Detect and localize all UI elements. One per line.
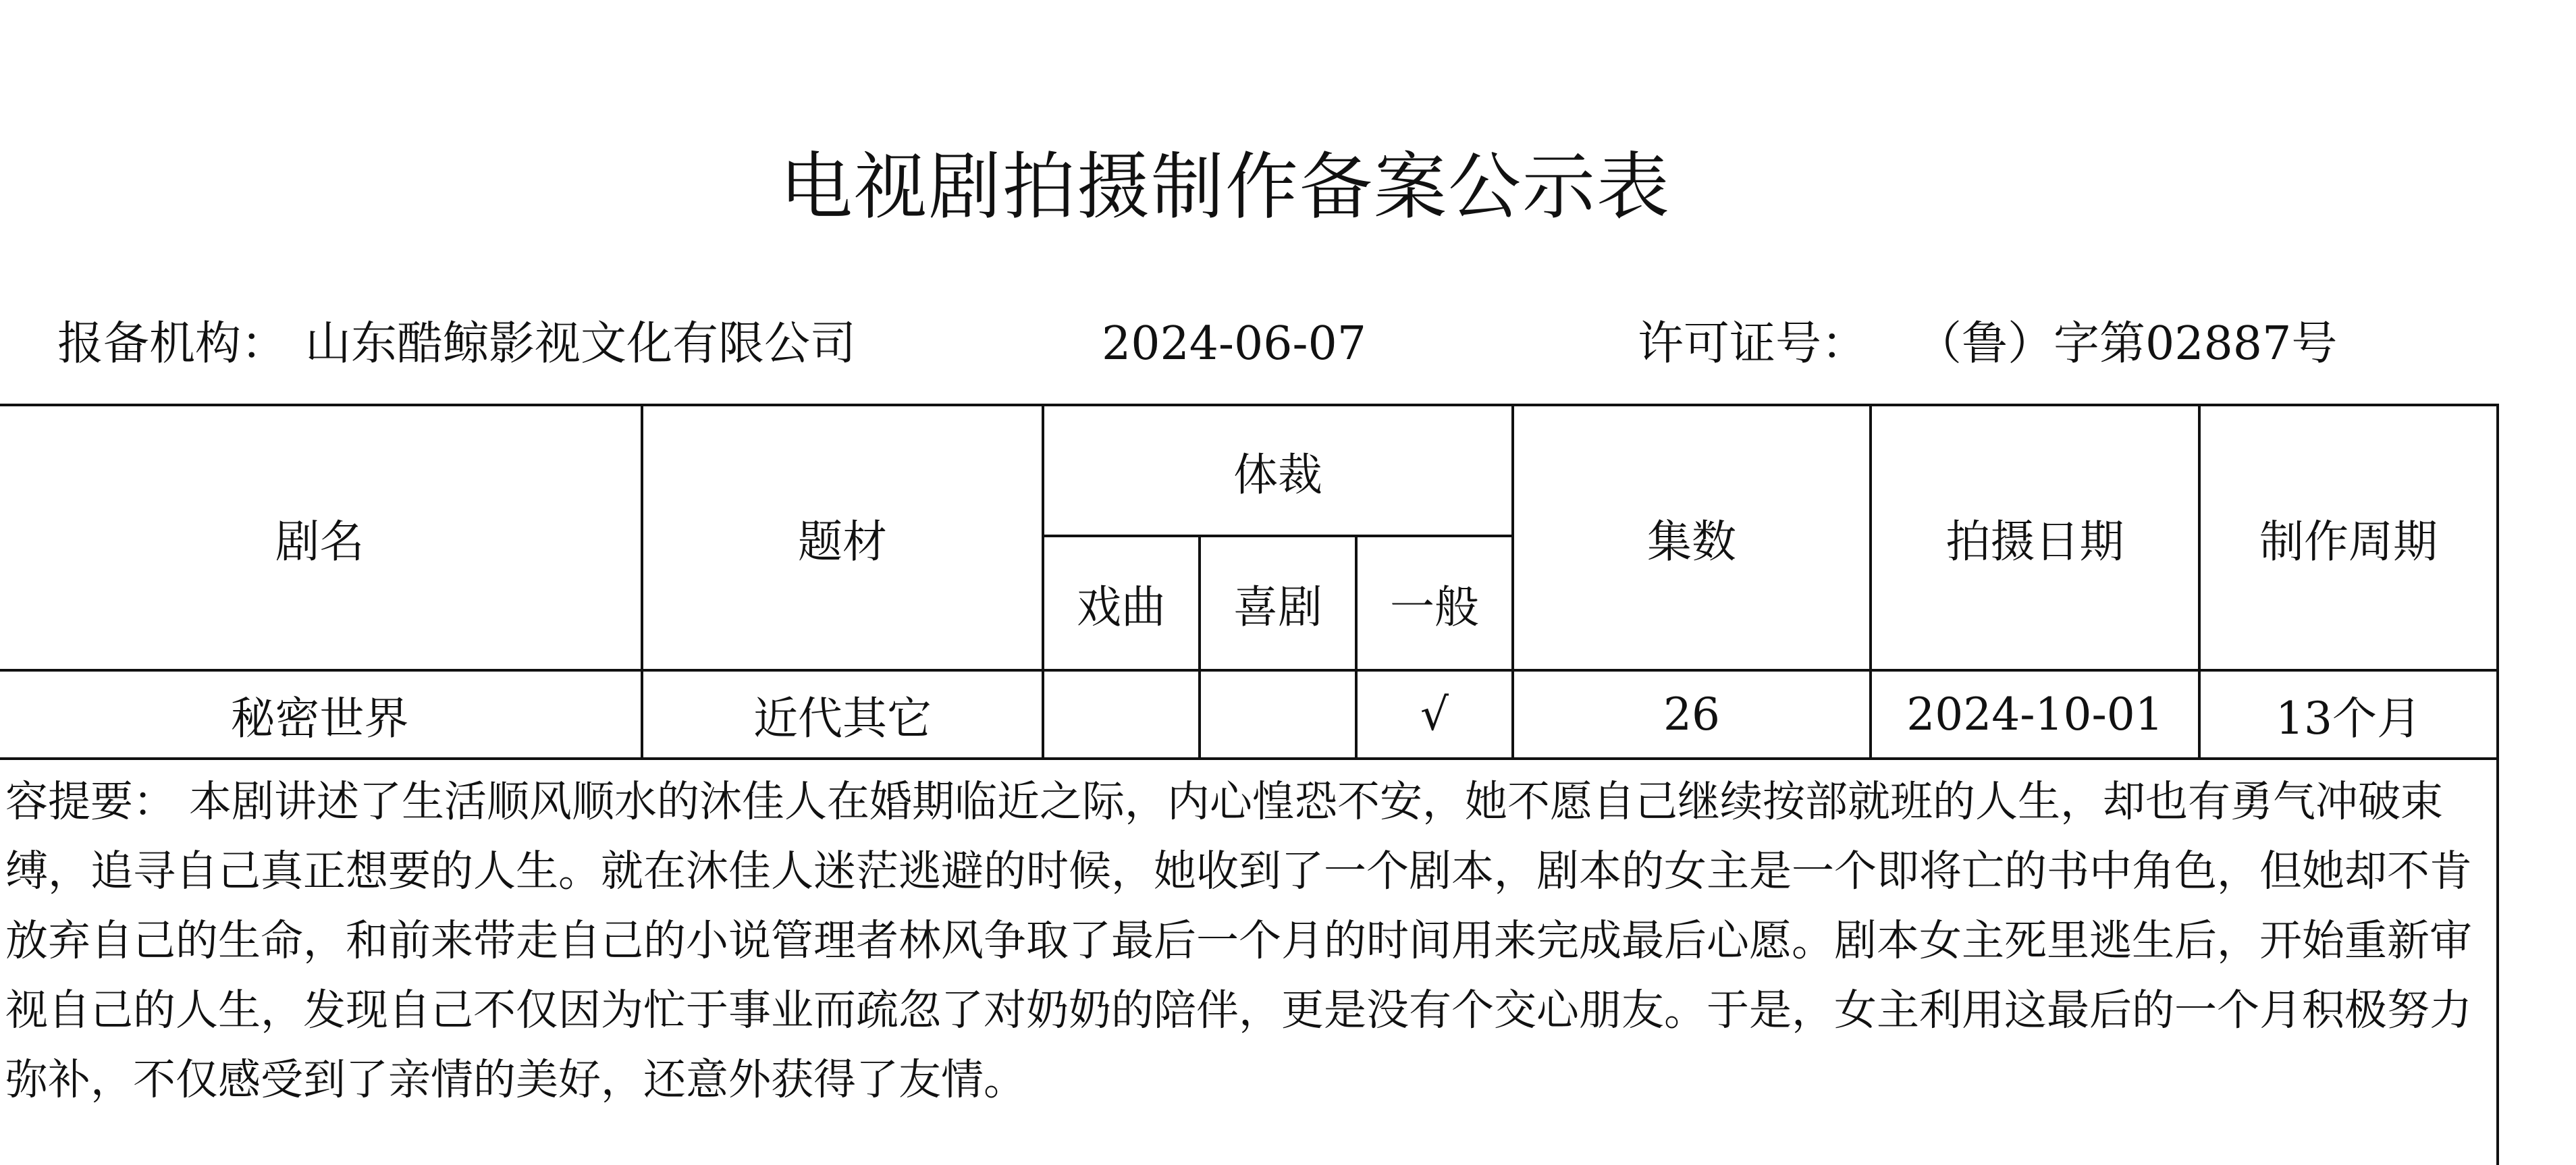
summary-cell [0, 759, 2498, 1165]
summary-row [0, 759, 2498, 1165]
cell-episodes: 26 [1513, 670, 1871, 759]
page-title: 电视剧拍摄制作备案公示表 [779, 145, 1671, 229]
cell-opera [1043, 670, 1200, 759]
org-value: 山东酷鲸影视文化有限公司 [305, 317, 857, 371]
header-subject: 题材 [642, 405, 1043, 670]
cell-comedy [1200, 670, 1356, 759]
header-row-top [0, 405, 2498, 536]
cell-general-check: √ [1356, 670, 1513, 759]
header-episodes: 集数 [1513, 405, 1871, 670]
header-genre-comedy: 喜剧 [1200, 536, 1356, 670]
header-name: 剧名 [0, 405, 642, 670]
cell-subject: 近代其它 [642, 670, 1043, 759]
cycle-number: 13 [2276, 693, 2332, 744]
filing-date: 2024-06-07 [1102, 317, 1367, 371]
license-suffix: 号 [2291, 317, 2338, 371]
cycle-unit: 个月 [2332, 693, 2421, 744]
header-shoot-date: 拍摄日期 [1871, 405, 2199, 670]
header-genre-general: 一般 [1356, 536, 1513, 670]
header-genre: 体裁 [1043, 405, 1513, 536]
header-cycle: 制作周期 [2199, 405, 2498, 670]
license-number: 02887 [2145, 317, 2292, 371]
cell-cycle [2199, 670, 2498, 759]
cell-shoot-date: 2024-10-01 [1871, 670, 2199, 759]
org-label: 报备机构： [57, 317, 288, 371]
license-label: 许可证号： [1638, 317, 1868, 371]
table-row [0, 670, 2498, 759]
header-genre-opera: 戏曲 [1043, 536, 1200, 670]
license-prefix: （鲁）字第 [1916, 317, 2146, 371]
cell-name: 秘密世界 [0, 670, 642, 759]
filing-table [0, 404, 2499, 1165]
content-summary: 容提要： 本剧讲述了生活顺风顺水的沐佳人在婚期临近之际，内心惶恐不安，她不愿自己继续按部就班的人生，却也有勇气冲破束缚，追寻自己真正想要的人生。就在沐佳人迷茫逃避的时候，她收到了一个剧本，剧本的女主是一个即将亡的书中角色，但她却不肯放弃自己的生命，和前来带走自己的小说管理者林风争取了最后一个月的时间用来完成最后心愿。剧本女主死里逃生后，开始重新审视自己的人生，发现自己不仅因为忙于事业而疏忽了对奶奶的陪伴，更是没有个交心朋友。于是，女主利用这最后的一个月积极努力弥补，不仅感受到了亲情的美好，还意外获得了友情。 [5, 777, 2472, 1104]
license-value [1916, 314, 2337, 375]
